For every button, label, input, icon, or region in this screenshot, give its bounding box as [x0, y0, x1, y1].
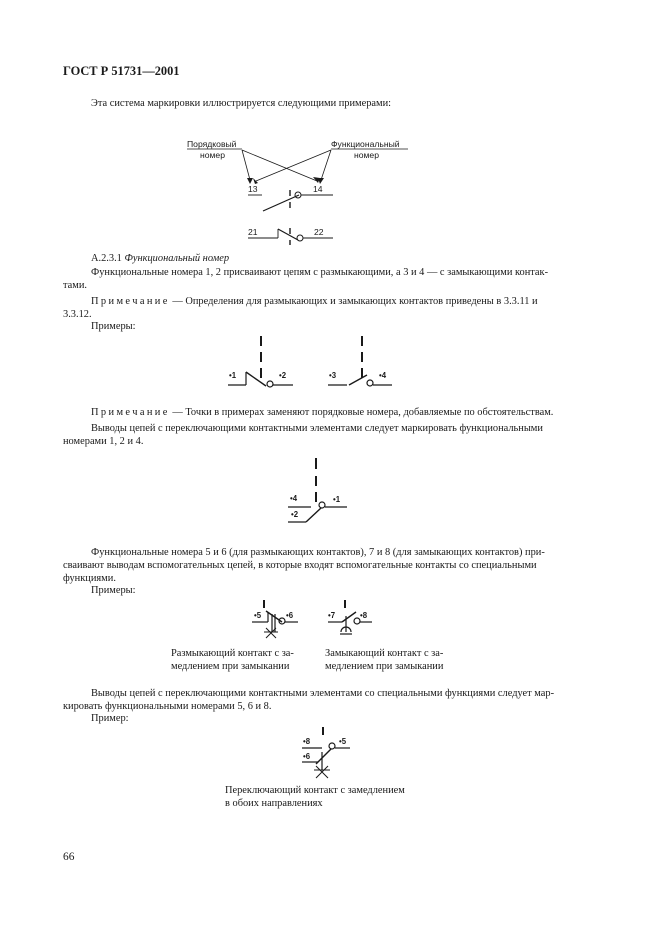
paragraph-3-line1: Функциональные номера 5 и 6 (для размыкающих контактов), 7 и 8 (для замыкающих контактов) при- [91, 547, 545, 558]
right-label-line1: Функциональный [331, 139, 400, 149]
section-number: А.2.3.1 [91, 253, 122, 264]
intro-paragraph: Эта система маркировки иллюстрируется следующими примерами: [91, 98, 392, 109]
right-label-line2: номер [354, 150, 379, 160]
note-1-text: — Определения для размыкающих и замыкающих контактов приведены в 3.3.11 и [169, 296, 538, 307]
number-21: 21 [248, 227, 258, 237]
contact-label-3: •3 [329, 371, 337, 380]
contact-label-2: •2 [279, 371, 287, 380]
section-title: Функциональный номер [124, 253, 230, 264]
document-header: ГОСТ Р 51731—2001 [63, 64, 180, 78]
caption-right-line1: Замыкающий контакт с за- [325, 648, 444, 659]
paragraph-3-line3: функциями. [63, 573, 116, 584]
examples-label-2: Примеры: [91, 585, 136, 596]
left-label-line1: Порядковый [187, 139, 237, 149]
delayed-label-6: •6 [286, 611, 294, 620]
paragraph-2-line2: номерами 1, 2 и 4. [63, 436, 144, 447]
caption-bottom-line2: в обоих направлениях [225, 798, 323, 809]
left-label-line2: номер [200, 150, 225, 160]
contact-label-1: •1 [229, 371, 237, 380]
paragraph-2-line1: Выводы цепей с переключающими контактными элементами следует маркировать функциональными [91, 423, 543, 434]
note-1-label: Примечание [91, 296, 170, 307]
paragraph-4-line2: кировать функциональными номерами 5, 6 и 8. [63, 701, 272, 712]
number-14: 14 [313, 184, 323, 194]
changeover-label-1: •1 [333, 495, 341, 504]
paragraph-1-line2: тами. [63, 280, 88, 291]
note-2-label: Примечание [91, 407, 170, 418]
note-2-text: — Точки в примерах заменяют порядковые номера, добавляемые по обстоятельствам. [169, 407, 554, 418]
changeover-delayed-label-8: •8 [303, 737, 311, 746]
contact-label-4: •4 [379, 371, 387, 380]
number-13: 13 [248, 184, 258, 194]
caption-bottom-line1: Переключающий контакт с замедлением [225, 785, 405, 796]
number-22: 22 [314, 227, 324, 237]
changeover-label-4: •4 [290, 494, 298, 503]
changeover-delayed-label-5: •5 [339, 737, 347, 746]
example-label-3: Пример: [91, 713, 129, 724]
paragraph-3-line2: сваивают выводам вспомогательных цепей, в которые входят вспомогательные контакты со специальными [63, 560, 537, 571]
note-1-line2: 3.3.12. [63, 309, 92, 320]
caption-right-line2: медлением при замыкании [325, 661, 444, 672]
paragraph-4-line1: Выводы цепей с переключающими контактными элементами со специальными функциями следует мар- [91, 688, 555, 699]
delayed-label-7: •7 [328, 611, 336, 620]
delayed-label-8: •8 [360, 611, 368, 620]
paragraph-1-line1: Функциональные номера 1, 2 присваивают цепям с размыкающими, а 3 и 4 — с замыкающими контак- [91, 267, 549, 278]
changeover-label-2: •2 [291, 510, 299, 519]
examples-label-1: Примеры: [91, 321, 136, 332]
delayed-label-5: •5 [254, 611, 262, 620]
page-number: 66 [63, 851, 75, 863]
changeover-delayed-label-6: •6 [303, 752, 311, 761]
caption-left-line2: медлением при замыкании [171, 661, 290, 672]
caption-left-line1: Размыкающий контакт с за- [171, 648, 294, 659]
